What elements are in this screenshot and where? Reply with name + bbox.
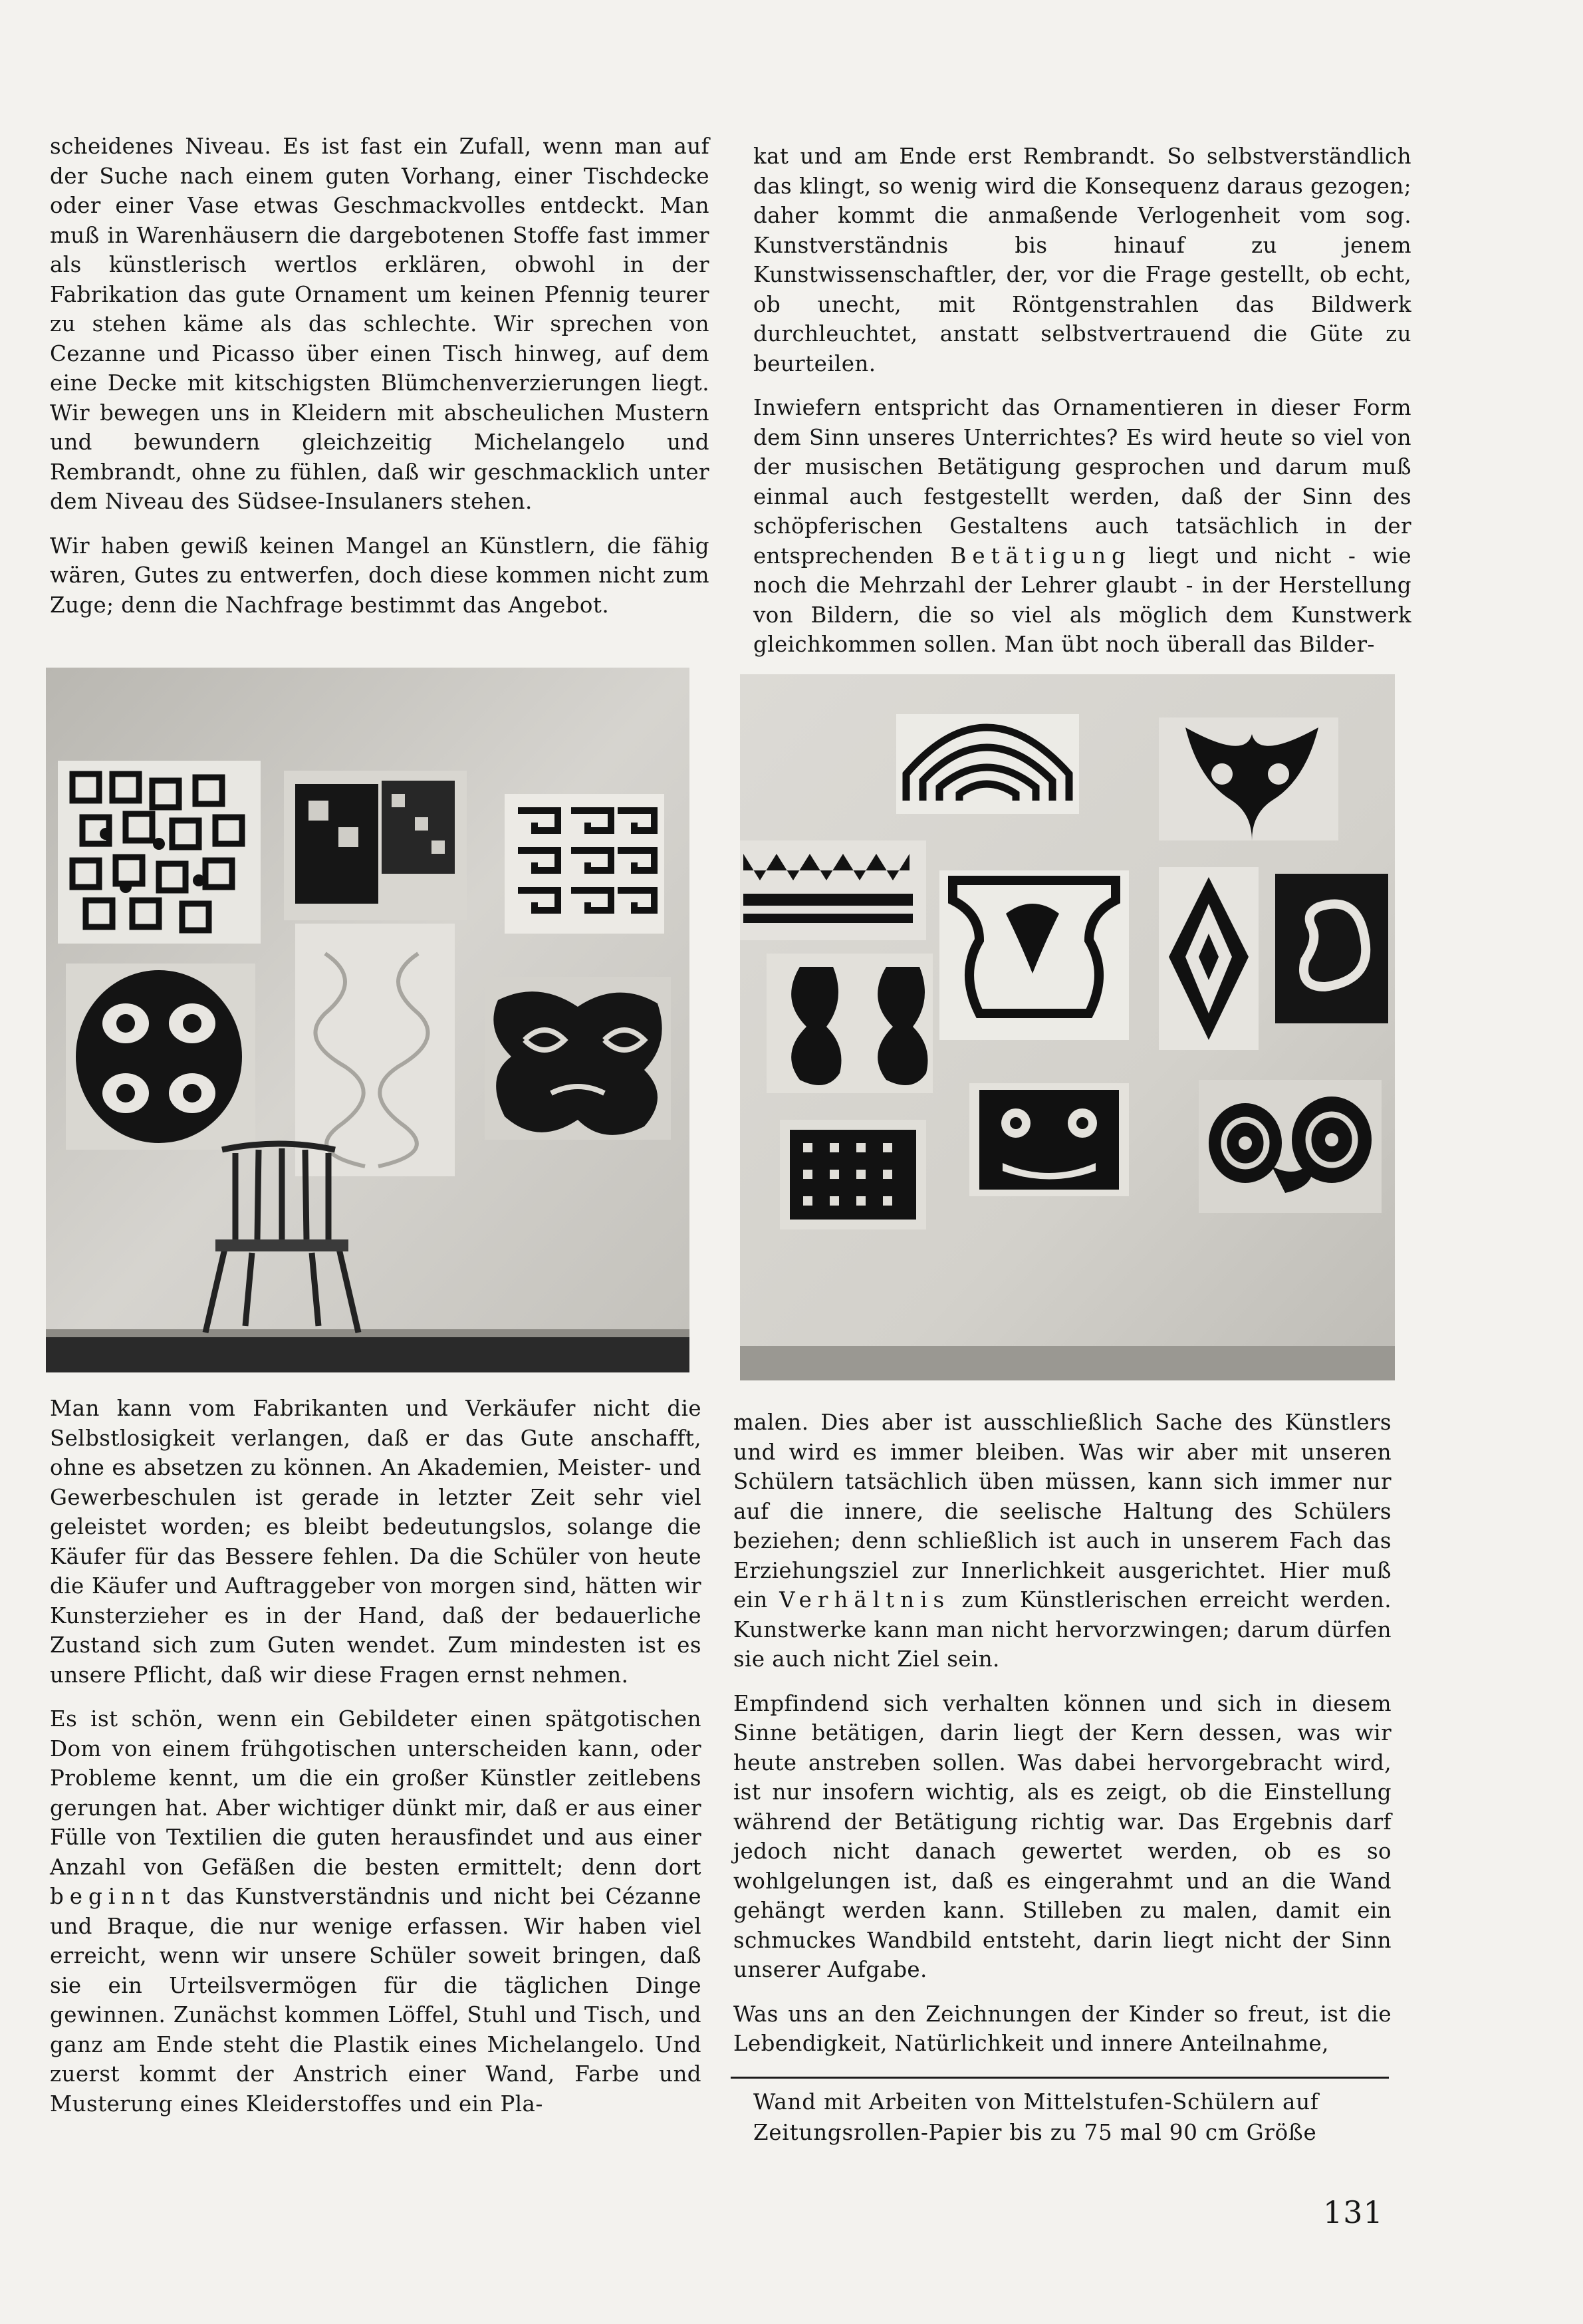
photo-caption: Wand mit Arbeiten von Mittelstufen-Schülern auf Zeitungsrollen-Papier bis zu 75 mal 90 cm Größe bbox=[753, 2089, 1319, 2145]
paragraph bbox=[733, 1408, 1392, 1674]
photo-wall-with-chair-image bbox=[46, 668, 689, 1372]
text-run: liegt und nicht - wie noch die Mehrzahl der Lehrer glaubt - in der Herstellung von Bildern, die so viel als möglich dem Kunstwerk gleichkommen sollen. Man übt noch überall das Bilder- bbox=[753, 543, 1411, 657]
text-column-bottom-left bbox=[50, 1394, 701, 2133]
text-column-top-left bbox=[50, 132, 709, 634]
text-run: malen. Dies aber ist ausschließlich Sache des Künstlers und wird es immer bleiben. Was wir aber mit unseren Schülern tatsächlich üben müssen, kann sich immer nur auf die innere, die seelische Haltung des Schülers beziehen; denn schließlich ist auch in unserem Fach das Erziehungsziel zur Innerlichkeit ausgerichtet. Hier muß ein bbox=[733, 1410, 1392, 1613]
paragraph: Man kann vom Fabrikanten und Verkäufer nicht die Selbstlosigkeit verlangen, daß er das Gute anschafft, ohne es absetzen zu können. An Akademien, Meister- und Gewerbeschulen ist gerade in letzter Zeit sehr viel geleistet worden; es bleibt bedeutungslos, solange die Käufer für das Bessere fehlen. Da die Schüler von heute die Käufer und Auftraggeber von morgen sind, hätten wir Kunsterzieher es in der Hand, daß der bedauerliche Zustand sich zum Guten wendet. Zum mindesten ist es unsere Pflicht, daß wir diese Fragen ernst nehmen. bbox=[50, 1396, 701, 1688]
paragraph: Was uns an den Zeichnungen der Kinder so freut, ist die Lebendigkeit, Natürlichkeit und innere Anteilnahme, bbox=[733, 2001, 1392, 2056]
paragraph: kat und am Ende erst Rembrandt. So selbstverständlich das klingt, so wenig wird die Konsequenz daraus gezogen; daher kommt die anmaßende Verlogenheit vom sog. Kunstverständnis bis hinauf zu jenem Kunstwissenschaftler, der, vor die Frage gestellt, ob echt, ob unecht, mit Röntgenstrahlen das Bildwerk durchleuchtet, anstatt selbstvertrauend die Güte zu beurteilen. bbox=[753, 144, 1411, 376]
paragraph bbox=[50, 1704, 701, 2119]
photo-wall-ornaments-image bbox=[740, 674, 1395, 1380]
spaced-word: Betätigung bbox=[950, 543, 1132, 569]
spaced-word: Verhältnis bbox=[779, 1587, 951, 1613]
spaced-word: beginnt bbox=[50, 1884, 176, 1909]
page-number: 131 bbox=[1323, 2194, 1384, 2230]
text-run: zum Künstlerischen erreicht werden. Kunstwerke kann man nicht hervorzwingen; darum dürfen sie auch nicht Ziel sein. bbox=[733, 1587, 1392, 1672]
paragraph bbox=[753, 393, 1411, 660]
text-run: Es ist schön, wenn ein Gebildeter einen spätgotischen Dom von einem frühgotischen unterscheiden kann, oder Probleme kennt, um die ein großer Künstler zeitlebens gerungen hat. Aber wichtiger dünkt mir, daß er aus einer Fülle von Textilien die guten herausfindet und aus einer Anzahl von Gefäßen die besten ermittelt; denn dort bbox=[50, 1706, 701, 1880]
paragraph: scheidenes Niveau. Es ist fast ein Zufall, wenn man auf der Suche nach einem guten Vorhang, einer Tischdecke oder einer Vase etwas Geschmackvolles entdeckt. Man muß in Warenhäusern die dargebotenen Stoffe fast immer als künstlerisch wertlos erklären, obwohl in der Fabrikation das gute Ornament um keinen Pfennig teurer zu stehen käme als das schlechte. Wir sprechen von Cezanne und Picasso über einen Tisch hinweg, auf dem eine Decke mit kitschigsten Blümchenverzierungen liegt. Wir bewegen uns in Kleidern mit abscheulichen Mustern und bewundern gleichzeitig Michelangelo und Rembrandt, ohne zu fühlen, daß wir geschmacklich unter dem Niveau des Südsee-Insulaners stehen. bbox=[50, 134, 709, 514]
photo-wall-with-chair bbox=[46, 668, 689, 1372]
text-run: Inwiefern entspricht das Ornamentieren in dieser Form dem Sinn unseres Unterrichtes? Es wird heute so viel von der musischen Betätigung gesprochen und darum muß einmal auch festgestellt werden, daß der Sinn des schöpferischen Gestaltens auch tatsächlich in der entsprechenden bbox=[753, 395, 1411, 569]
photo-wall-ornaments bbox=[740, 674, 1395, 1380]
paragraph: Wir haben gewiß keinen Mangel an Künstlern, die fähig wären, Gutes zu entwerfen, doch diese kommen nicht zum Zuge; denn die Nachfrage bestimmt das Angebot. bbox=[50, 533, 709, 618]
text-column-bottom-right bbox=[733, 1408, 1392, 2073]
paragraph: Empfindend sich verhalten können und sich in diesem Sinne betätigen, darin liegt der Kern dessen, was wir heute anstreben sollen. Was dabei hervorgebracht wird, ist nur insofern wichtig, als es zeigt, ob die Einstellung während der Betätigung richtig war. Das Ergebnis darf jedoch nicht danach gewertet werden, ob es so wohlgelungen ist, daß es eingerahmt und an die Wand gehängt werden kann. Stilleben zu malen, damit ein schmuckes Wandbild entsteht, darin liegt nicht der Sinn unserer Aufgabe. bbox=[733, 1690, 1392, 1982]
text-run: das Kunstverständnis und nicht bei Cézanne und Braque, die nur wenige erfassen. Wir haben viel erreicht, wenn wir unsere Schüler soweit bringen, daß sie ein Urteilsvermögen für die täglichen Dinge gewinnen. Zunächst kommen Löffel, Stuhl und Tisch, und ganz am Ende steht die Plastik eines Michelangelo. Und zuerst kommt der Anstrich einer Wand, Farbe und Musterung eines Kleiderstoffes und ein Pla- bbox=[50, 1884, 702, 2117]
text-column-top-right bbox=[753, 142, 1411, 674]
caption-divider bbox=[731, 2077, 1389, 2079]
